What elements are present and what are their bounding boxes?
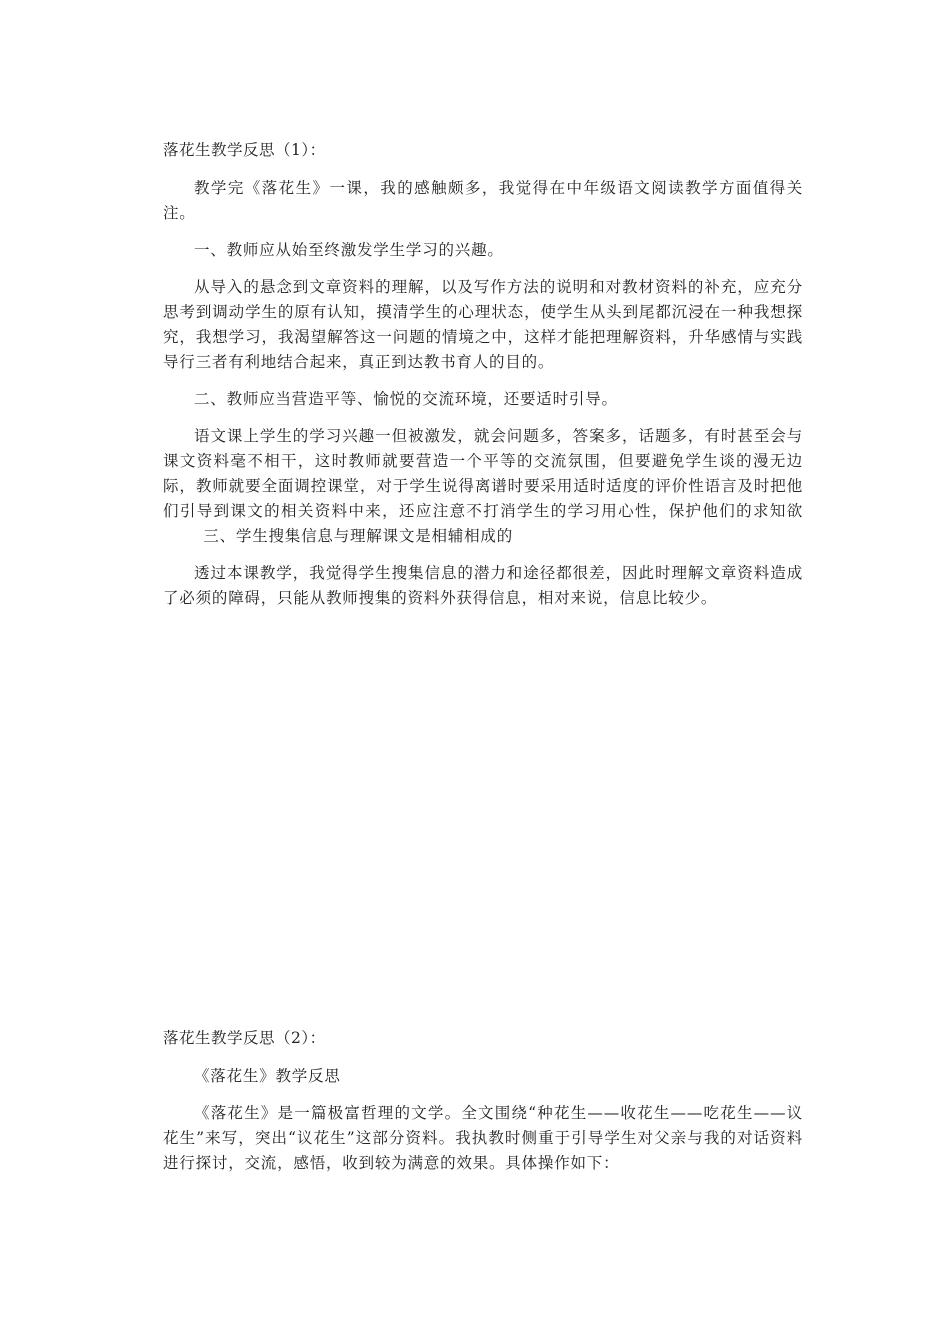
section-1-heading: 落花生教学反思（1）： [163, 141, 326, 159]
section-1-point-3: 三、学生搜集信息与理解课文是相辅相成的 [203, 527, 513, 545]
section-2-intro-paragraph: 《落花生》是一篇极富哲理的文学。全文围绕“种花生——收花生——吃花生——议花生”来写，突出“议花生”这部分资料。我执教时侧重于引导学生对父亲与我的对话资料进行探讨，交流，感悟，收到较为满意的效果。具体操作如下： [163, 1104, 803, 1172]
reflection-section-2 [163, 1026, 803, 1188]
section-2-subtitle: 《落花生》教学反思 [194, 1067, 341, 1085]
section-1-point-2-body [163, 424, 803, 549]
section-1-intro-paragraph: 教学完《落花生》一课，我的感触颇多，我觉得在中年级语文阅读教学方面值得关注。 [163, 179, 803, 222]
section-1-point-2: 二、教师应当营造平等、愉悦的交流环境，还要适时引导。 [194, 390, 618, 408]
reflection-section-1 [163, 138, 803, 623]
section-2-heading: 落花生教学反思（2）： [163, 1029, 326, 1047]
section-1-point-3-body: 透过本课教学，我觉得学生搜集信息的潜力和途径都很差，因此时理解文章资料造成了必须的障碍，只能从教师搜集的资料外获得信息，相对来说，信息比较少。 [163, 564, 803, 607]
section-1-point-1-body: 从导入的悬念到文章资料的理解，以及写作方法的说明和对教材资料的补充，应充分思考到调动学生的原有认知，摸清学生的心理状态，使学生从头到尾都沉浸在一种我想探究，我想学习，我渴望解答这一问题的情境之中，这样才能把理解资料，升华感情与实践导行三者有利地结合起来，真正到达教书育人的目的。 [163, 278, 803, 371]
section-1-point-1: 一、教师应从始至终激发学生学习的兴趣。 [194, 241, 504, 259]
section-1-point-2-text: 语文课上学生的学习兴趣一但被激发，就会问题多，答案多，话题多，有时甚至会与课文资料毫不相干，这时教师就要营造一个平等的交流氛围，但要避免学生谈的漫无边际，教师就要全面调控课堂，对于学生说得离谱时要采用适时适度的评价性语言及时把他们引导到课文的相关资料中来，还应注意不打消学生的学习用心性，保护他们的求知欲 [163, 427, 803, 520]
